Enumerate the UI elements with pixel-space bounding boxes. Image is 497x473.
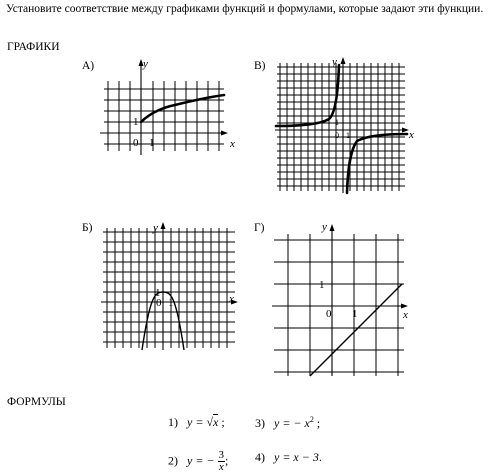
formula-1-number: 1) [168,415,178,429]
formula-3-lhs: y = − x [274,416,310,430]
graph-b-grid [103,228,235,348]
formula-2-number: 2) [168,453,178,468]
graph-v-curve-right [347,134,407,193]
graph-g [266,218,416,378]
formula-3-end: ; [316,416,321,430]
formula-3 [255,415,320,431]
graph-v-x-arrow [402,128,409,133]
graph-b-label: Б) [82,222,93,234]
graph-g-y-label: y [322,221,327,233]
graph-v-y-arrow [341,57,346,64]
graph-v [266,55,416,195]
graph-v-y-label: y [332,56,337,68]
graphs-heading: ГРАФИКИ [7,41,60,53]
graph-g-x-one: 1 [352,308,358,320]
graph-v-grid [277,63,405,191]
formulas-heading: ФОРМУЛЫ [7,396,66,408]
graph-g-label: Г) [254,222,265,234]
graph-b-y-label: y [153,222,158,234]
task-text: Установите соответствие между графиками функций и формулами, которые задают эти функции. [6,3,484,15]
graph-g-y-arrow [330,224,335,231]
graph-a-grid [104,81,224,151]
formula-1 [168,415,225,430]
graph-g-grid [274,234,404,376]
graph-v-x-label: x [409,129,414,141]
graph-b-x-one: 1 [168,297,174,309]
graph-b-zero: 0 [156,297,162,309]
graph-a-y-label: y [143,58,148,70]
graph-b-x-label: x [229,293,234,305]
graph-g-x-label: x [403,309,408,321]
graph-b-y-arrow [161,222,166,229]
formula-4-lhs: y = x − 3 [274,450,319,464]
formula-1-radicand: x [213,415,219,429]
graph-v-zero: 0 [335,131,339,140]
graph-g-line [310,284,402,376]
graph-a-zero: 0 [133,137,139,149]
graph-a [95,55,235,155]
graph-b [95,218,245,358]
formula-2-numerator: 3 [218,449,225,461]
formula-4-number: 4) [255,450,265,464]
graph-a-x-one: 1 [149,137,155,149]
graph-v-x-one: 1 [346,131,350,140]
graph-b-y-one: 1 [155,287,161,299]
graph-g-x-arrow [401,304,408,309]
graph-a-x-label: x [230,138,235,150]
graph-v-label: В) [254,60,266,72]
graph-a-x-arrow [221,131,228,136]
graph-v-y-one: 1 [335,118,339,127]
graph-a-y-one: 1 [133,116,139,128]
formula-4 [255,450,322,465]
sqrt-icon: √ [206,415,214,429]
formula-3-exponent: 2 [309,415,314,424]
formula-2 [168,450,228,473]
formula-4-end: . [318,450,322,464]
formula-1-end: ; [221,415,225,429]
formula-2-end: ; [225,453,229,468]
graph-g-y-one: 1 [319,279,325,291]
formula-2-lhs: y = − [187,453,215,468]
formula-3-number: 3) [255,416,265,430]
formula-1-lhs: y = [187,415,204,429]
graph-a-label: А) [82,60,95,72]
formula-2-denominator: x [218,461,224,473]
formula-2-fraction [218,449,229,473]
graph-g-zero: 0 [326,308,332,320]
